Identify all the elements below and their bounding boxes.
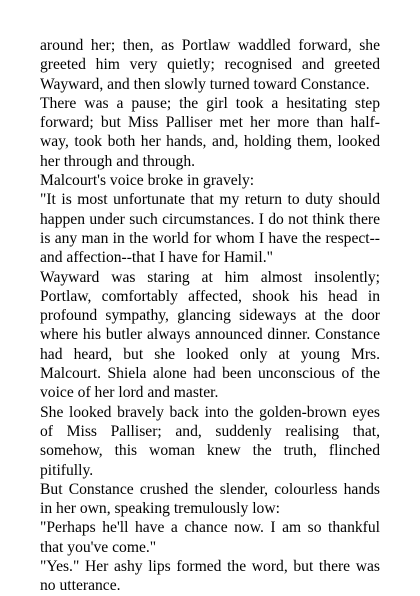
paragraph: "It is most unfortunate that my return to duty should happen under such circumstances. I do not think there is any man in the world for whom I have the respect--and affection--that I have for Hamil."	[40, 191, 380, 267]
paragraph: There was a pause; the girl took a hesitating step forward; but Miss Palliser met her more than half-way, took both her hands, and, holding them, looked her through and through.	[40, 94, 380, 170]
paragraph: Malcourt's voice broke in gravely:	[40, 172, 255, 190]
paragraph: "Perhaps he'll have a chance now. I am so thankful that you've come."	[40, 519, 380, 556]
paragraph: Wayward was staring at him almost insolently; Portlaw, comfortably affected, shook his head in profound sympathy, glancing sideways at the door where his butler always announced dinner. Constance had heard, but she looked only at young Mrs. Malcourt. Shiela alone had been unconscious of the voice of her lord and master.	[40, 268, 380, 402]
paragraph: "Yes." Her ashy lips formed the word, but there was no utterance.	[40, 558, 380, 595]
paragraph: She looked bravely back into the golden-brown eyes of Miss Palliser; and, suddenly realising that, somehow, this woman knew the truth, flinched pitifully.	[40, 403, 380, 479]
book-page	[40, 36, 380, 596]
paragraph: But Constance crushed the slender, colourless hands in her own, speaking tremulously low:	[40, 480, 380, 518]
paragraph: around her; then, as Portlaw waddled forward, she greeted him very quietly; recognised and greeted Wayward, and then slowly turned toward Constance.	[40, 37, 380, 93]
